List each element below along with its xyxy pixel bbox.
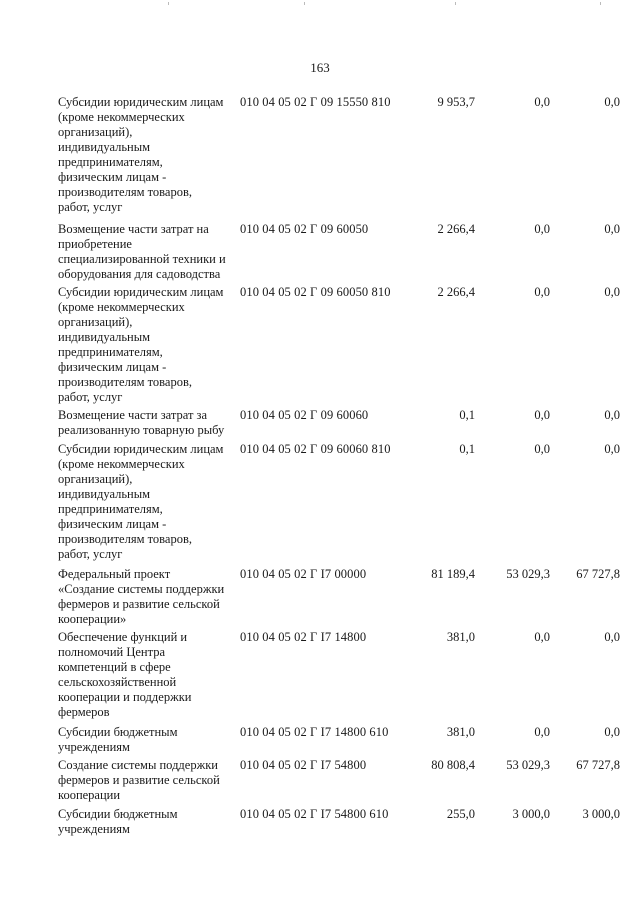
row-name: Возмещение части затрат за реализованную товарную рыбу xyxy=(58,408,225,437)
row-value-2: 0,0 xyxy=(534,408,550,422)
row-codes: 010 04 05 02 Г I7 54800 xyxy=(240,758,367,772)
row-value-3: 0,0 xyxy=(604,408,620,422)
row-value-2: 0,0 xyxy=(534,95,550,109)
row-name: Создание системы поддержки фермеров и развитие сельской кооперации xyxy=(58,758,220,802)
row-codes: 010 04 05 02 Г I7 54800 610 xyxy=(240,807,389,821)
scan-mark xyxy=(168,2,169,5)
row-name: Обеспечение функций и полномочий Центра компетенций в сфере сельскохозяйственной кооперации и поддержки фермеров xyxy=(58,630,192,719)
row-value-2: 53 029,3 xyxy=(506,567,550,581)
row-value-3: 0,0 xyxy=(604,442,620,456)
row-value-1: 9 953,7 xyxy=(437,95,475,109)
row-value-3: 0,0 xyxy=(604,725,620,739)
row-codes: 010 04 05 02 Г I7 14800 610 xyxy=(240,725,389,739)
row-codes: 010 04 05 02 Г I7 00000 xyxy=(240,567,367,581)
row-value-3: 0,0 xyxy=(604,222,620,236)
scan-mark xyxy=(600,2,601,5)
row-value-1: 255,0 xyxy=(446,807,475,821)
row-value-1: 0,1 xyxy=(459,408,475,422)
row-value-3: 67 727,8 xyxy=(576,758,620,772)
row-codes: 010 04 05 02 Г 09 60060 xyxy=(240,408,369,422)
row-value-3: 0,0 xyxy=(604,285,620,299)
row-value-3: 3 000,0 xyxy=(582,807,620,821)
row-value-2: 0,0 xyxy=(534,442,550,456)
row-value-2: 0,0 xyxy=(534,725,550,739)
row-name: Субсидии бюджетным учреждениям xyxy=(58,807,178,836)
row-name: Субсидии бюджетным учреждениям xyxy=(58,725,178,754)
scan-mark xyxy=(304,2,305,5)
row-value-2: 0,0 xyxy=(534,222,550,236)
row-value-2: 53 029,3 xyxy=(506,758,550,772)
row-value-3: 0,0 xyxy=(604,630,620,644)
scan-mark xyxy=(455,2,456,5)
row-value-2: 3 000,0 xyxy=(512,807,550,821)
row-codes: 010 04 05 02 Г 09 60050 810 xyxy=(240,285,391,299)
row-value-2: 0,0 xyxy=(534,630,550,644)
row-codes: 010 04 05 02 Г 09 60050 xyxy=(240,222,369,236)
row-value-3: 0,0 xyxy=(604,95,620,109)
row-name: Субсидии юридическим лицам (кроме некоммерческих организаций), индивидуальным предпринимателям, физическим лицам - производителям товаров, работ, услуг xyxy=(58,285,224,404)
row-value-2: 0,0 xyxy=(534,285,550,299)
row-name: Федеральный проект «Создание системы поддержки фермеров и развитие сельской кооперации» xyxy=(58,567,225,626)
row-codes: 010 04 05 02 Г 09 15550 810 xyxy=(240,95,391,109)
row-value-1: 381,0 xyxy=(446,630,475,644)
row-codes: 010 04 05 02 Г I7 14800 xyxy=(240,630,367,644)
row-value-1: 0,1 xyxy=(459,442,475,456)
row-value-1: 80 808,4 xyxy=(431,758,475,772)
page-number: 163 xyxy=(310,60,330,75)
row-value-1: 81 189,4 xyxy=(431,567,475,581)
row-value-1: 2 266,4 xyxy=(437,285,475,299)
row-name: Субсидии юридическим лицам (кроме некоммерческих организаций), индивидуальным предпринимателям, физическим лицам - производителям товаров, работ, услуг xyxy=(58,95,224,214)
row-name: Субсидии юридическим лицам (кроме некоммерческих организаций), индивидуальным предпринимателям, физическим лицам - производителям товаров, работ, услуг xyxy=(58,442,224,561)
row-codes: 010 04 05 02 Г 09 60060 810 xyxy=(240,442,391,456)
row-value-3: 67 727,8 xyxy=(576,567,620,581)
row-value-1: 381,0 xyxy=(446,725,475,739)
row-name: Возмещение части затрат на приобретение специализированной техники и оборудования для садоводства xyxy=(58,222,226,281)
row-value-1: 2 266,4 xyxy=(437,222,475,236)
